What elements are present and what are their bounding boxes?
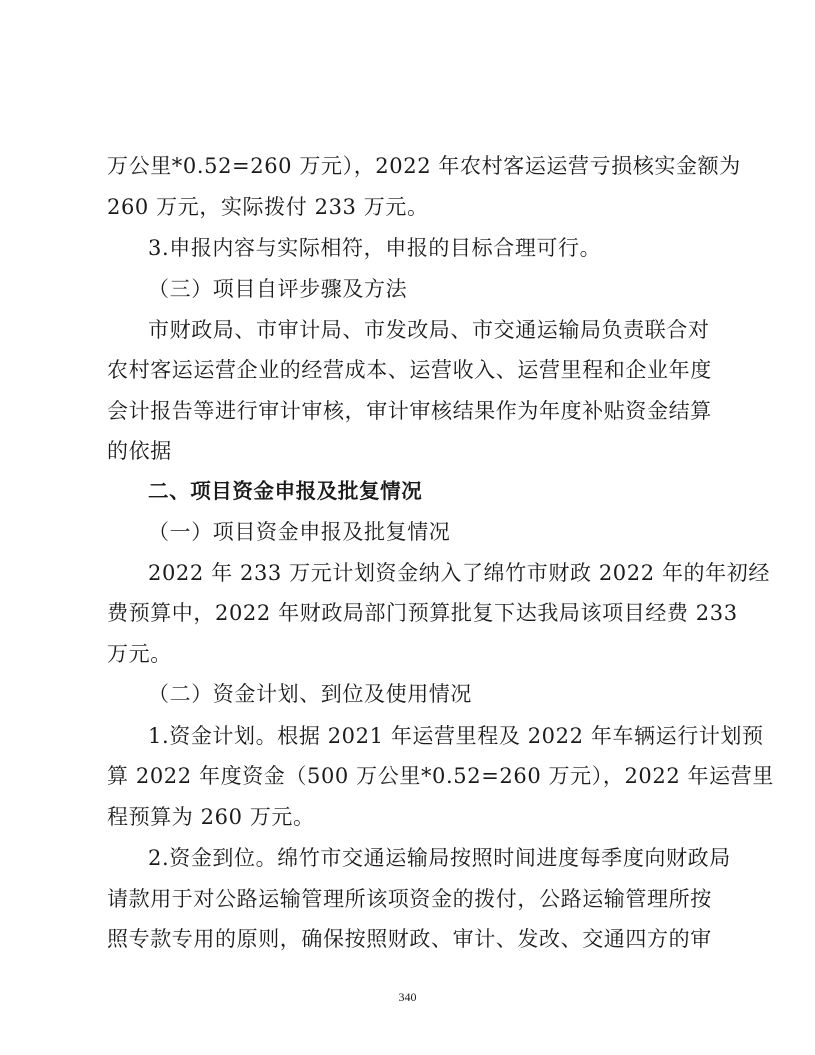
- body-text-line: 请款用于对公路运输管理所该项资金的拨付，公路运输管理所按: [107, 887, 712, 911]
- body-text-line: 3.申报内容与实际相符，申报的目标合理可行。: [148, 236, 602, 260]
- subsection-heading: （三）项目自评步骤及方法: [148, 277, 408, 301]
- body-text-line: 2.资金到位。绵竹市交通运输局按照时间进度每季度向财政局: [148, 846, 731, 870]
- subsection-heading: （一）项目资金申报及批复情况: [148, 520, 451, 544]
- body-text-line: 费预算中，2022 年财政局部门预算批复下达我局该项目经费 233: [107, 601, 738, 625]
- body-text-line: 算 2022 年度资金（500 万公里*0.52=260 万元），2022 年运营里: [107, 764, 774, 788]
- body-text-line: 1.资金计划。根据 2021 年运营里程及 2022 年车辆运行计划预: [148, 724, 764, 748]
- body-text-line: 万元。: [107, 642, 172, 666]
- body-text-line: 农村客运运营企业的经营成本、运营收入、运营里程和企业年度: [107, 358, 712, 382]
- body-text-line: 程预算为 260 万元。: [107, 805, 315, 829]
- body-text-line: 的依据: [107, 439, 172, 463]
- body-text-line: 万公里*0.52=260 万元），2022 年农村客运运营亏损核实金额为: [107, 154, 741, 178]
- section-heading: 二、项目资金申报及批复情况: [148, 479, 423, 503]
- body-text-line: 照专款专用的原则，确保按照财政、审计、发改、交通四方的审: [107, 927, 712, 951]
- body-text-line: 260 万元，实际拨付 233 万元。: [107, 195, 429, 219]
- page-number: 340: [398, 990, 417, 1004]
- body-text-line: 市财政局、市审计局、市发改局、市交通运输局负责联合对: [148, 318, 710, 342]
- body-text-line: 会计报告等进行审计审核，审计审核结果作为年度补贴资金结算: [107, 399, 712, 423]
- subsection-heading: （二）资金计划、到位及使用情况: [148, 682, 472, 706]
- body-text-line: 2022 年 233 万元计划资金纳入了绵竹市财政 2022 年的年初经: [148, 561, 770, 585]
